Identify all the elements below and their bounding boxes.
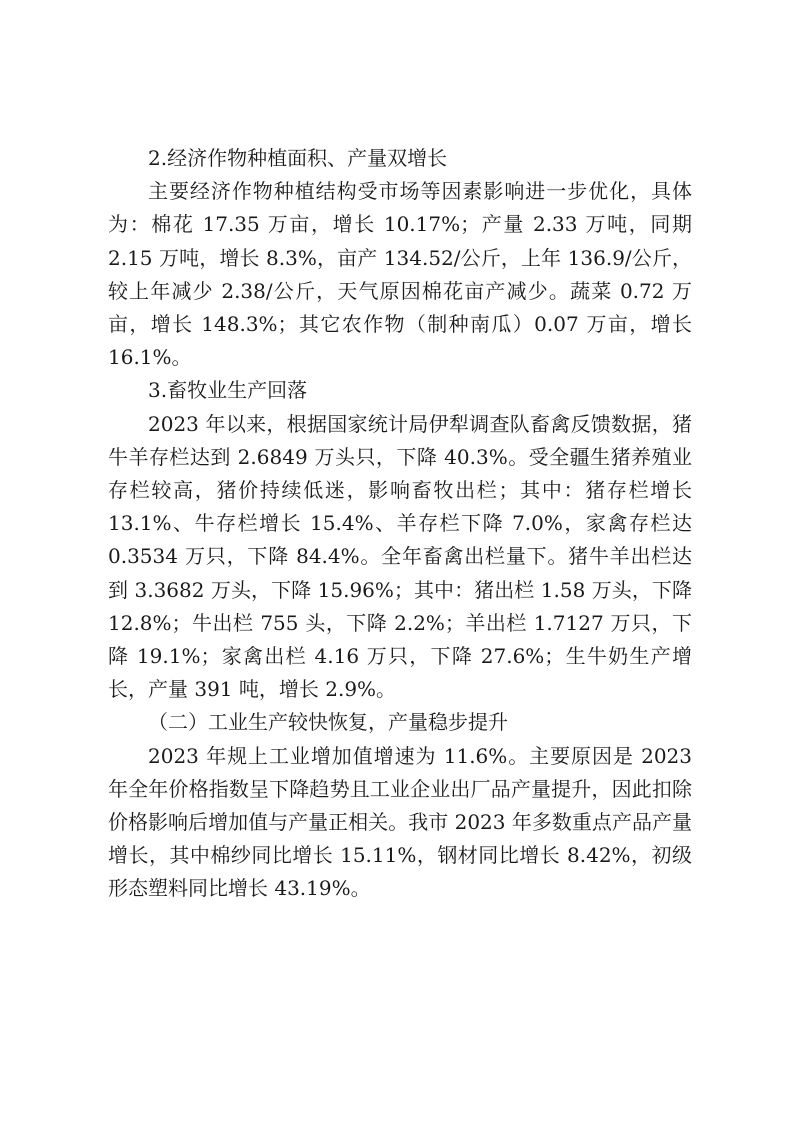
paragraph-industry: 2023 年规上工业增加值增速为 11.6%。主要原因是 2023 年全年价格指数呈下降趋势且工业企业出厂品产量提升，因此扣除价格影响后增加值与产量正相关。我市 2023 年多数重点产品产量增长，其中棉纱同比增长 15.11%，钢材同比增长 8.42%，初级形态塑料同比增长 43.19%。 [108, 743, 692, 901]
section-heading-economic-crops: 2.经济作物种植面积、产量双增长 [148, 146, 448, 170]
document-body [108, 142, 692, 906]
paragraph-economic-crops: 主要经济作物种植结构受市场等因素影响进一步优化，具体为：棉花 17.35 万亩，增长 10.17%；产量 2.33 万吨，同期 2.15 万吨，增长 8.3%，亩产 134.52/公斤，上年 136.9/公斤，较上年减少 2.38/公斤，天气原因棉花亩产减少。蔬菜 0.72 万亩，增长 148.3%；其它农作物（制种南瓜）0.07 万亩，增长 16.1%。 [108, 179, 692, 370]
section-heading-industry: （二）工业生产较快恢复，产量稳步提升 [148, 710, 508, 735]
section-heading-livestock: 3.畜牧业生产回落 [148, 378, 308, 403]
paragraph-livestock: 2023 年以来，根据国家统计局伊犁调查队畜禽反馈数据，猪牛羊存栏达到 2.6849 万头只，下降 40.3%。受全疆生猪养殖业存栏较高，猪价持续低迷，影响畜牧出栏；其中：猪存栏增长 13.1%、牛存栏增长 15.4%、羊存栏下降 7.0%，家禽存栏达 0.3534 万只，下降 84.4%。全年畜禽出栏量下。猪牛羊出栏达到 3.3682 万头，下降 15.96%；其中：猪出栏 1.58 万头，下降 12.8%；牛出栏 755 头，下降 2.2%；羊出栏 1.7127 万只，下降 19.1%；家禽出栏 4.16 万只，下降 27.6%；生牛奶生产增长，产量 391 吨，增长 2.9%。 [108, 411, 692, 702]
